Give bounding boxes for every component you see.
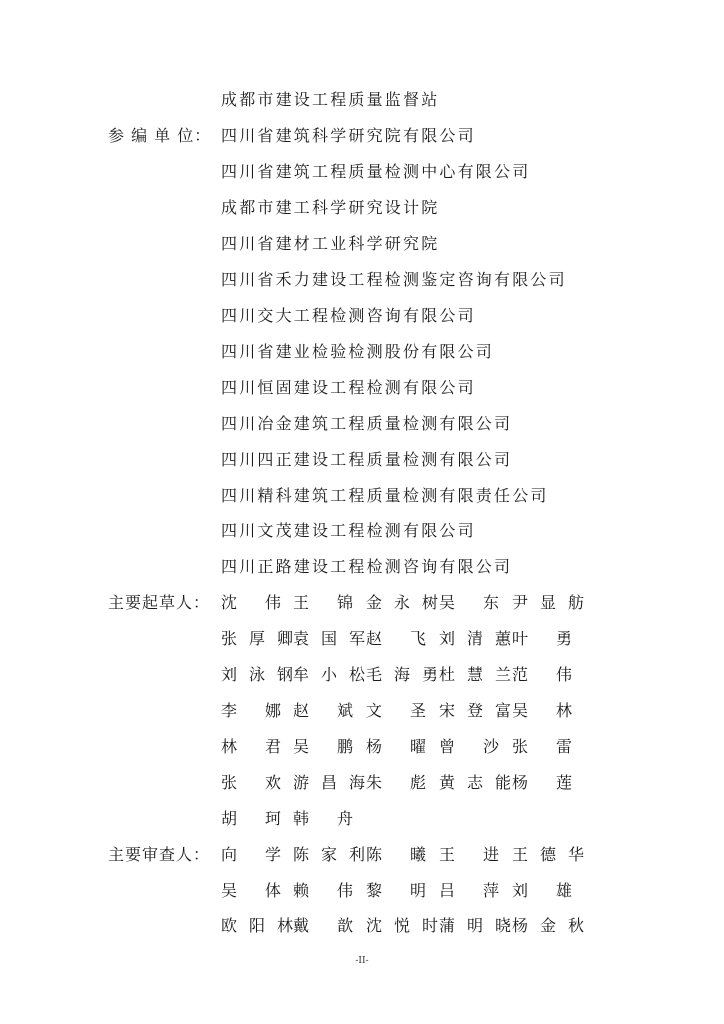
- reviewer-name: 吕 萍: [439, 881, 500, 900]
- participating-unit-line: [0, 303, 724, 329]
- participating-unit-line: [0, 231, 724, 257]
- drafter-name: 李 娜: [221, 701, 282, 720]
- drafter-name: 曾 沙: [439, 737, 500, 756]
- drafter-name: 赵 斌: [293, 701, 354, 720]
- participating-unit: 四川文茂建设工程检测有限公司: [221, 521, 476, 540]
- reviewer-name: 赖 伟: [293, 881, 354, 900]
- drafter-name: 王 锦: [293, 593, 354, 612]
- drafter-name: 吴 鹏: [293, 737, 354, 756]
- participating-unit-line: [0, 339, 724, 365]
- participating-unit: 四川省建筑科学研究院有限公司: [221, 126, 476, 145]
- drafter-name: 杨 莲: [512, 773, 573, 792]
- drafter-name: 张 雷: [512, 737, 573, 756]
- reviewer-name: 刘 雄: [512, 881, 573, 900]
- drafter-name: 刘 清 蕙: [439, 629, 511, 648]
- drafter-name: 范 伟: [512, 665, 573, 684]
- drafter-name: 杨 曜: [366, 737, 427, 756]
- reviewer-name: 黎 明: [366, 881, 427, 900]
- participating-unit-line: [0, 554, 724, 580]
- participating-unit: 成都市建工科学研究设计院: [221, 198, 440, 217]
- drafter-name: 张 欢: [221, 773, 282, 792]
- reviewer-row: [0, 842, 724, 868]
- participating-unit: 四川省建材工业科学研究院: [221, 234, 440, 253]
- drafter-name: 吴 东: [439, 593, 500, 612]
- reviewer-row: [0, 913, 724, 939]
- participating-unit: 四川正路建设工程检测咨询有限公司: [221, 557, 513, 576]
- reviewer-name: 沈 悦 时: [366, 916, 438, 935]
- drafter-name: 赵 飞: [366, 629, 427, 648]
- page-number: -II-: [355, 956, 369, 966]
- participating-unit: 四川省禾力建设工程检测鉴定咨询有限公司: [221, 270, 567, 289]
- reviewers-label: 主要审查人：: [108, 845, 211, 864]
- drafter-name: 胡 珂: [221, 809, 282, 828]
- drafter-row: [0, 770, 724, 796]
- participating-unit: 四川恒固建设工程检测有限公司: [221, 378, 476, 397]
- drafter-row: [0, 806, 724, 832]
- participating-unit-line: [0, 123, 724, 149]
- reviewer-name: 王 德 华: [512, 845, 584, 864]
- participating-unit-line: [0, 375, 724, 401]
- participating-unit-line: [0, 447, 724, 473]
- participating-unit: 四川冶金建筑工程质量检测有限公司: [221, 414, 513, 433]
- lead-organization: 成都市建设工程质量监督站: [221, 90, 440, 109]
- drafter-name: 毛 海 勇: [366, 665, 438, 684]
- participating-unit: 四川交大工程检测咨询有限公司: [221, 306, 476, 325]
- participating-unit-line: [0, 483, 724, 509]
- drafter-row: [0, 626, 724, 652]
- reviewer-name: 陈 曦: [366, 845, 427, 864]
- drafter-name: 刘 泳 钢: [221, 665, 293, 684]
- drafter-row: [0, 590, 724, 616]
- drafter-name: 金 永 树: [366, 593, 438, 612]
- participating-unit-line: [0, 195, 724, 221]
- participating-unit-line: [0, 518, 724, 544]
- drafter-name: 韩 舟: [293, 809, 354, 828]
- drafter-row: [0, 734, 724, 760]
- drafter-name: 吴 林: [512, 701, 573, 720]
- participating-unit-line: [0, 159, 724, 185]
- reviewer-name: 欧 阳 林: [221, 916, 293, 935]
- drafter-name: 张 厚 卿: [221, 629, 293, 648]
- participating-unit: 四川四正建设工程质量检测有限公司: [221, 450, 513, 469]
- drafter-name: 宋 登 富: [439, 701, 511, 720]
- reviewer-name: 杨 金 秋: [512, 916, 584, 935]
- reviewer-name: 戴 歆: [293, 916, 354, 935]
- participating-unit-line: [0, 267, 724, 293]
- drafter-name: 袁 国 军: [293, 629, 365, 648]
- drafters-label: 主要起草人：: [108, 593, 211, 612]
- drafter-name: 黄 志 能: [439, 773, 511, 792]
- reviewer-row: [0, 878, 724, 904]
- drafter-name: 叶 勇: [512, 629, 573, 648]
- participating-unit-line: [0, 411, 724, 437]
- drafter-name: 林 君: [221, 737, 282, 756]
- drafter-name: 游 昌 海: [293, 773, 365, 792]
- drafter-row: [0, 662, 724, 688]
- reviewer-name: 蒲 明 晓: [439, 916, 511, 935]
- lead-organization-line: [0, 87, 724, 113]
- participating-units-label: 参 编 单 位：: [108, 126, 212, 145]
- drafter-name: 尹 显 舫: [512, 593, 584, 612]
- drafter-name: 文 圣: [366, 701, 427, 720]
- drafter-name: 杜 慧 兰: [439, 665, 511, 684]
- drafter-name: 沈 伟: [221, 593, 282, 612]
- reviewer-name: 王 进: [439, 845, 500, 864]
- participating-unit: 四川省建业检验检测股份有限公司: [221, 342, 495, 361]
- participating-unit: 四川省建筑工程质量检测中心有限公司: [221, 162, 531, 181]
- drafter-name: 牟 小 松: [293, 665, 365, 684]
- drafter-row: [0, 698, 724, 724]
- drafter-name: 朱 彪: [366, 773, 427, 792]
- reviewer-name: 陈 家 利: [293, 845, 365, 864]
- participating-unit: 四川精科建筑工程质量检测有限责任公司: [221, 486, 549, 505]
- reviewer-name: 吴 体: [221, 881, 282, 900]
- reviewer-name: 向 学: [221, 845, 282, 864]
